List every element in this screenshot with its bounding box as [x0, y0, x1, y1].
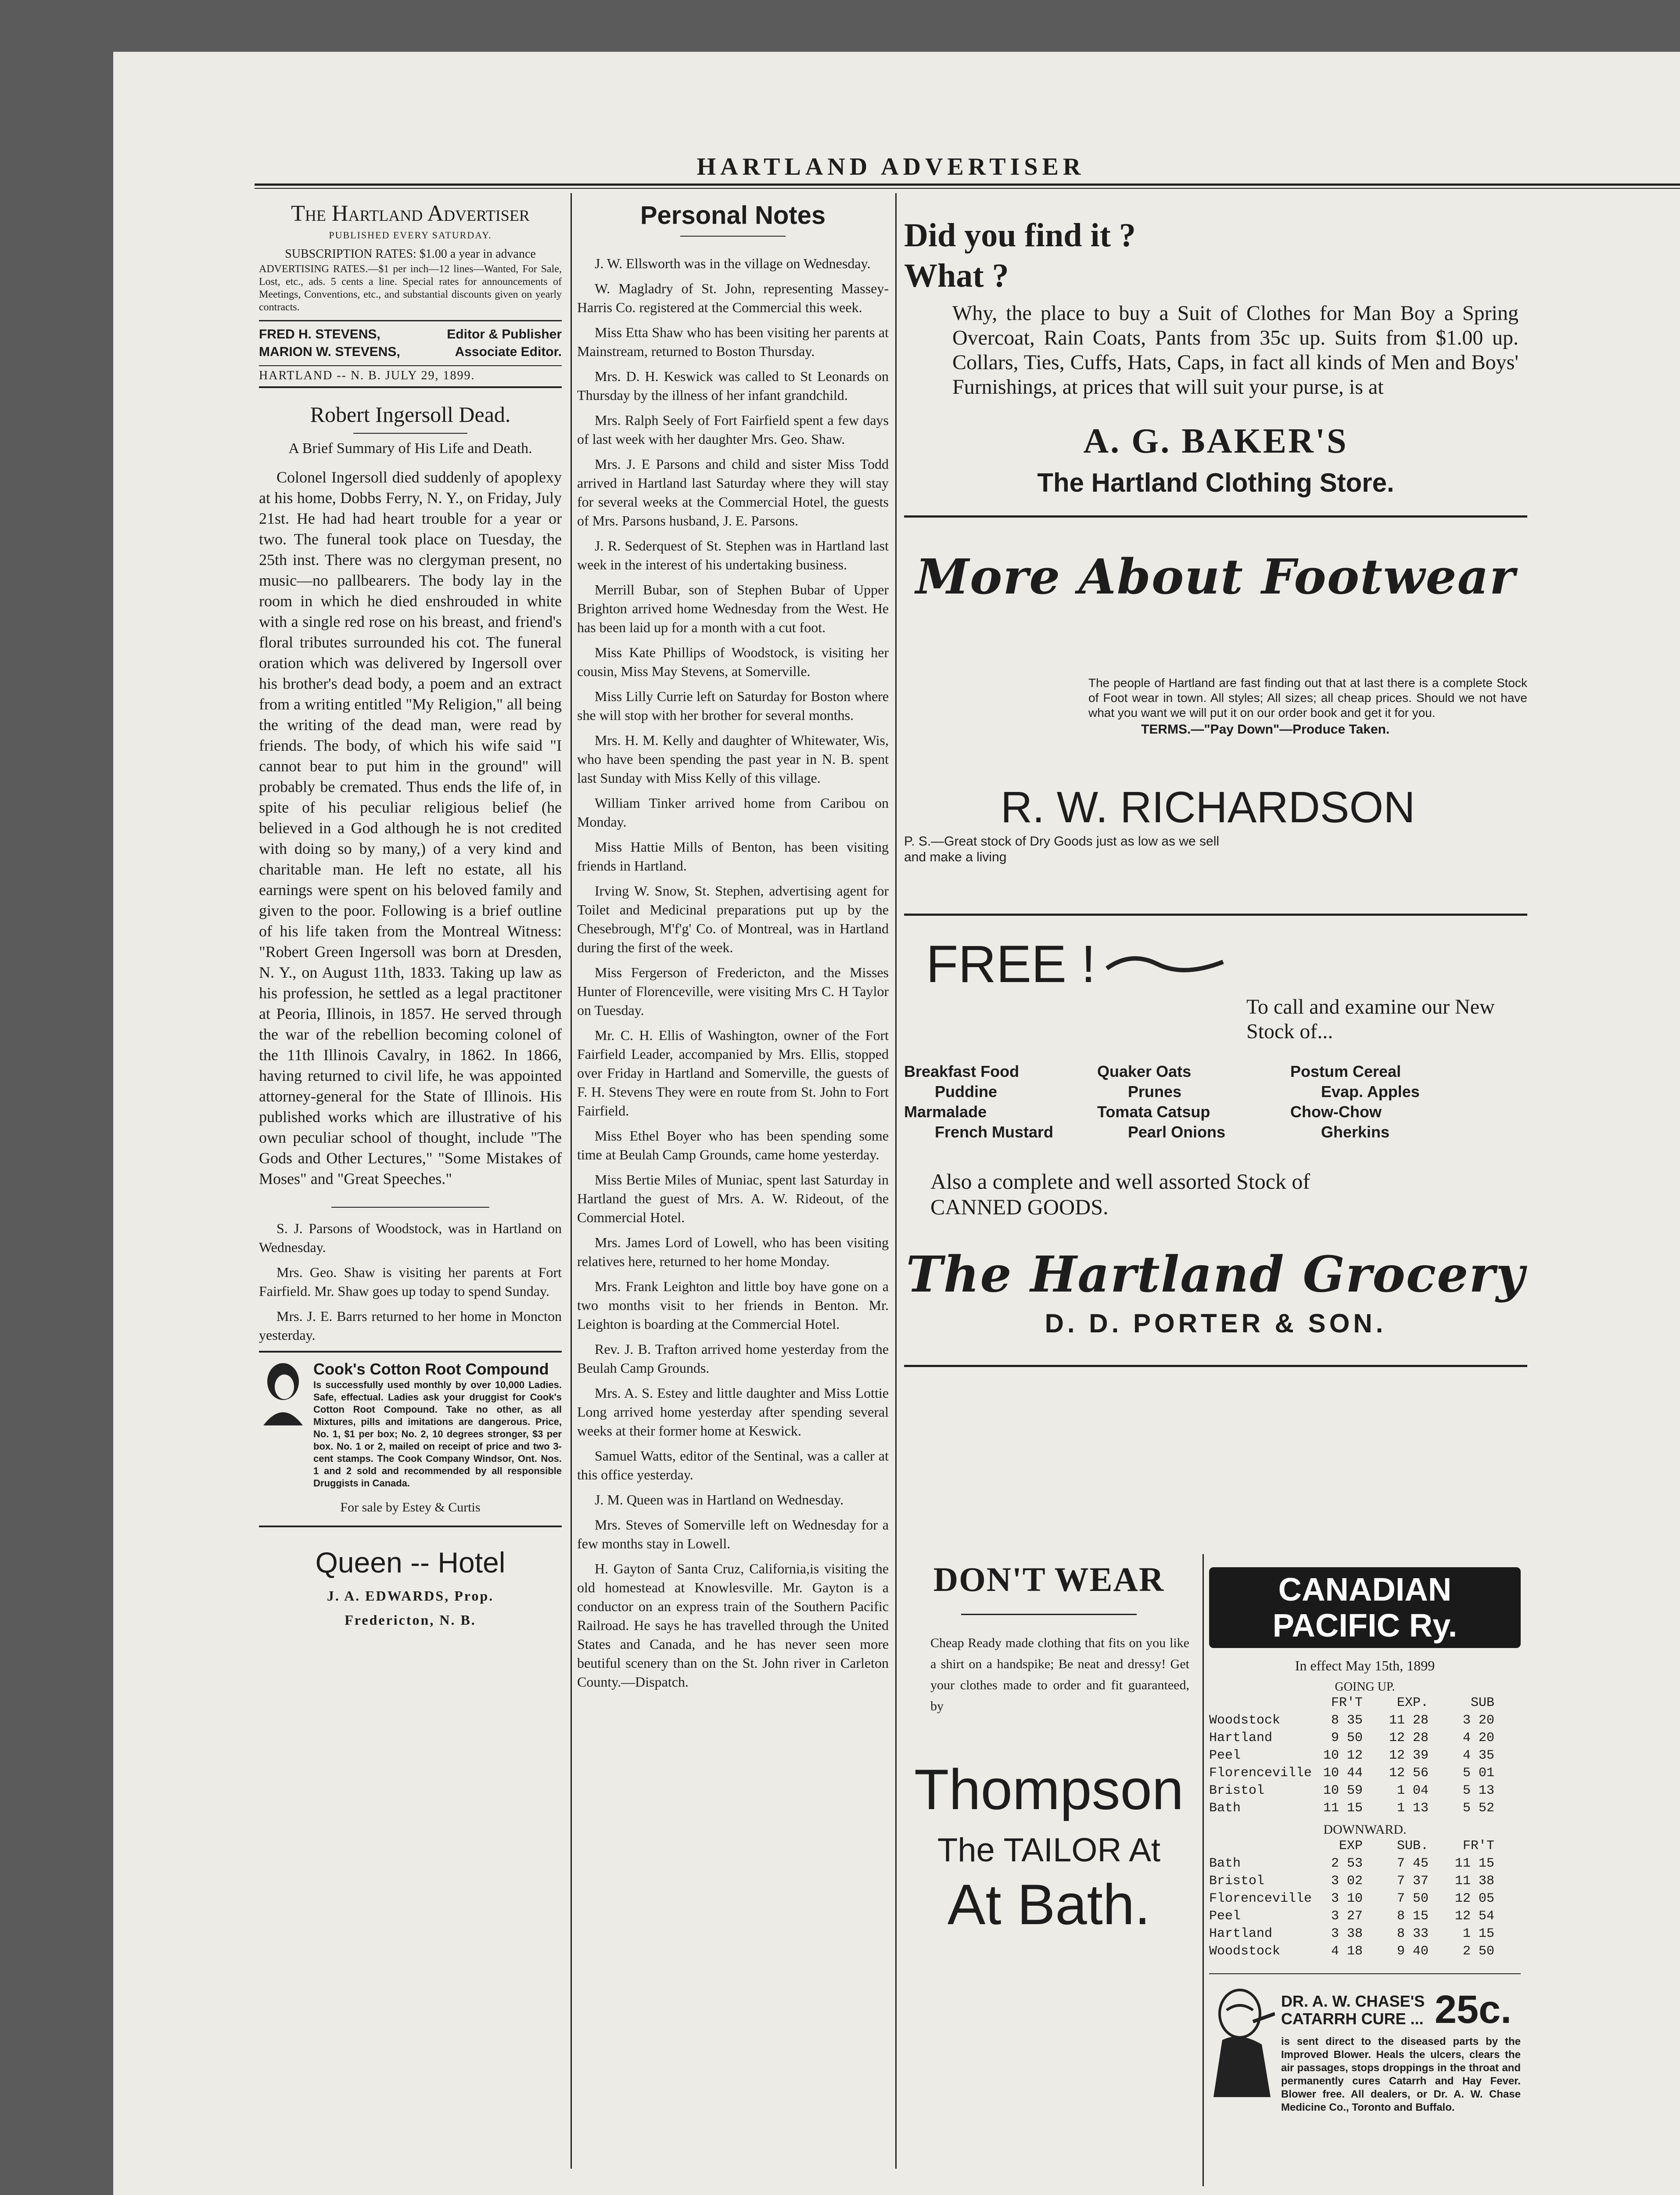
- table-header-row: [1209, 1837, 1521, 1855]
- hotel-place: Fredericton, N. B.: [345, 1612, 476, 1628]
- baker-store: The Hartland Clothing Store.: [1037, 468, 1394, 497]
- editor-name: FRED H. STEVENS,: [259, 327, 381, 342]
- personal-note: Miss Fergerson of Fredericton, and the Misses Hunter of Florenceville, were visiting Mrs C. H Taylor on Tuesday.: [577, 964, 889, 1018]
- column-header: SUB.: [1396, 1839, 1429, 1853]
- baker-name: A. G. BAKER'S: [1083, 422, 1348, 461]
- table-row: [1209, 1925, 1521, 1943]
- departure-time: 11 28: [1389, 1713, 1429, 1728]
- dateline: HARTLAND -- N. B. JULY 29, 1899.: [259, 369, 475, 382]
- divider: [331, 1207, 489, 1208]
- downward-table: [1209, 1837, 1521, 1960]
- free-heading: FREE !: [926, 935, 1096, 993]
- departure-time: 5 13: [1462, 1783, 1494, 1798]
- baker-question: Did you find it ?: [904, 217, 1136, 254]
- departure-time: 4 20: [1462, 1731, 1494, 1745]
- divider: [961, 1614, 1137, 1615]
- grocery-item: Gherkins: [1321, 1123, 1390, 1141]
- departure-time: 9 50: [1331, 1731, 1363, 1745]
- personal-note: J. M. Queen was in Hartland on Wednesday.: [595, 1492, 844, 1508]
- table-row: [1209, 1943, 1521, 1960]
- station-name: Bath: [1209, 1801, 1241, 1816]
- departure-time: 12 54: [1454, 1909, 1494, 1924]
- tailor-line: The TAILOR At: [937, 1832, 1161, 1869]
- personal-note: Mrs. Ralph Seely of Fort Fairfield spent a few days of last week with her daughter Mrs. Geo. Shaw.: [577, 412, 889, 447]
- departure-time: 12 56: [1389, 1766, 1429, 1781]
- tailor-text: Cheap Ready made clothing that fits on you like a shirt on a handspike; Be neat and dressy! Get your clothes made to order and fit guaranteed, by: [930, 1636, 1189, 1713]
- departure-time: 10 12: [1323, 1748, 1363, 1763]
- departure-time: 10 44: [1323, 1766, 1363, 1781]
- departure-time: 1 15: [1462, 1926, 1494, 1941]
- woman-portrait-icon: [259, 1360, 307, 1425]
- dont-wear-heading: DON'T WEAR: [933, 1560, 1165, 1598]
- column-2: [577, 200, 889, 1698]
- departure-time: 1 04: [1396, 1783, 1429, 1798]
- grocery-owner: D. D. PORTER & SON.: [1045, 1309, 1387, 1338]
- divider: [259, 320, 562, 321]
- departure-time: 7 50: [1396, 1891, 1429, 1906]
- column-header: SUB: [1470, 1695, 1494, 1710]
- departure-time: 2 50: [1462, 1944, 1494, 1959]
- going-up-table: [1209, 1694, 1521, 1817]
- subscription-rates: SUBSCRIPTION RATES: $1.00 a year in advance: [285, 247, 536, 261]
- grocery-item: Chow-Chow: [1290, 1103, 1382, 1121]
- divider: [259, 1526, 562, 1527]
- article-body: Colonel Ingersoll died suddenly of apoplexy at his home, Dobbs Ferry, N. Y., on Friday, July 21st. He had had heart trouble for a year or two. The funeral took place on Tuesday, the 25th inst. There was no clergyman present, no music—no pallbearers. The body lay in the room in which he died enshrouded in white with a single red rose on his breast, and friend's floral tributes surrounded his cot. The funeral oration which was delivered by Ingersoll over his brother's dead body, a poem and an extract from a writing entitled "My Religion," all being the writing of the dead man, were read by friends. The body, of which his wife said "I cannot bear to put him in the ground" will probably be cremated. Thus ends the life of, in spite of his peculiar religious belief (he believed in a God although he is not credited with doing so by many,) of a very kind and charitable man. He left no estate, all his earnings were spent on his beloved family and given to the poor. Following is a brief outline of his life taken from the Montreal Witness: "Robert Green Ingersoll was born at Dresden, N. Y., on August 11th, 1833. Taking up law as his profession, he settled as a legal practitoner at Peoria, Illinois, in 1857. He served through the war of the rebellion becoming colonel of the 11th Illinois Cavalry, in 1862. In 1866, having returned to civil life, he was appointed attorney-general for the State of Illinois. His published works which are illustrative of his own peculiar school of thought, include "The Gods and Other Lectures," "Some Mistakes of Moses" and "Great Speeches.": [259, 468, 562, 1187]
- table-row: [1209, 1764, 1521, 1782]
- cooks-sale: For sale by Estey & Curtis: [340, 1500, 481, 1515]
- station-name: Peel: [1209, 1748, 1241, 1763]
- table-row: [1209, 1747, 1521, 1764]
- at-bath: At Bath.: [947, 1872, 1151, 1936]
- departure-time: 11 15: [1454, 1856, 1494, 1871]
- personal-note: Mrs. H. M. Kelly and daughter of Whitewater, Wis, who have been spending the past year in N. B. spent last Sunday with Miss Kelly of this village.: [577, 732, 889, 786]
- column-header: EXP: [1339, 1839, 1363, 1853]
- grocery-item: Evap. Apples: [1321, 1083, 1420, 1101]
- richardson-name: R. W. RICHARDSON: [1001, 783, 1415, 832]
- hotel-proprietor: J. A. EDWARDS, Prop.: [327, 1588, 494, 1604]
- column-3: [904, 215, 1527, 1367]
- column-header: FR'T: [1462, 1839, 1494, 1853]
- departure-time: 8 35: [1331, 1713, 1363, 1728]
- chase-price: 25c.: [1435, 1988, 1512, 2032]
- chase-text: is sent direct to the diseased parts by the Improved Blower. Heals the ulcers, clears the air passages, stops droppings in the throat and permanently cures Catarrh and Hay Fever. Blower free. All dealers, or Dr. A. W. Chase Medicine Co., Toronto and Buffalo.: [1281, 2036, 1521, 2113]
- personal-note: Mrs. J. E Parsons and child and sister Miss Todd arrived in Hartland last Saturday where they will stay for several weeks at the Commercial Hotel, the guests of Mrs. Parsons husband, J. E. Parsons.: [577, 456, 889, 529]
- free-call: To call and examine our New Stock of...: [1246, 995, 1495, 1043]
- canned-goods: Also a complete and well assorted Stock of CANNED GOODS.: [930, 1169, 1310, 1219]
- departure-time: 1 13: [1396, 1801, 1429, 1816]
- baker-question-2: What ?: [904, 257, 1009, 294]
- personal-note: Mrs. Frank Leighton and little boy have gone on a two months visit to her friends in Benton. Mr. Leighton is boarding at the Commercial Hotel.: [577, 1278, 889, 1332]
- richardson-ps: P. S.—Great stock of Dry Goods just as low as we sell and make a living: [904, 834, 1220, 864]
- departure-time: 3 38: [1331, 1926, 1363, 1941]
- departure-time: 4 18: [1331, 1944, 1363, 1959]
- downward-label: DOWNWARD.: [1323, 1822, 1407, 1837]
- column-divider: [571, 193, 572, 2169]
- associate-editor-row: [259, 343, 562, 361]
- cooks-title: Cook's Cotton Root Compound: [313, 1360, 549, 1378]
- grocery-row: [904, 1062, 1527, 1082]
- headline: Robert Ingersoll Dead.: [310, 402, 511, 427]
- table-row: [1209, 1907, 1521, 1925]
- footwear-text: The people of Hartland are fast finding out that at last there is a complete Stock of Foot wear in town. All styles; All sizes; all cheap prices. Should we not have what you want we will put it on our order book and get it for you.: [1088, 676, 1527, 720]
- personal-note: Mr. C. H. Ellis of Washington, owner of the Fort Fairfield Leader, accompanied by Mrs. Ellis, stopped over Friday in Hartland and Somerville, the guests of F. H. Stevens They were en route from St. John to Fort Fairfield.: [577, 1027, 889, 1119]
- personal-note: Samuel Watts, editor of the Sentinal, was a caller at this office yesterday.: [577, 1448, 889, 1483]
- departure-time: 12 05: [1454, 1891, 1494, 1906]
- personal-note: Merrill Bubar, son of Stephen Bubar of Upper Brighton arrived home Wednesday from the West. He has been laid up for a month with a cut foot.: [577, 582, 889, 635]
- column-1: [259, 200, 562, 1628]
- departure-time: 7 45: [1396, 1856, 1429, 1871]
- personal-note: J. R. Sederquest of St. Stephen was in Hartland last week in the interest of his undertaking business.: [577, 538, 889, 572]
- divider: [680, 236, 786, 237]
- departure-time: 5 01: [1462, 1766, 1494, 1781]
- chase-title: DR. A. W. CHASE'S CATARRH CURE ...: [1281, 1992, 1425, 2028]
- local-note: Mrs. Geo. Shaw is visiting her parents at Fort Fairfield. Mr. Shaw goes up today to spend Sunday.: [259, 1264, 562, 1299]
- table-row: [1209, 1890, 1521, 1907]
- departure-time: 3 20: [1462, 1713, 1494, 1728]
- tailor-ad: [895, 1558, 1203, 1937]
- man-with-blower-icon: [1209, 1987, 1275, 2101]
- grocery-item: French Mustard: [935, 1123, 1054, 1141]
- personal-note: Mrs. A. S. Estey and little daughter and Miss Lottie Long arrived home yesterday after spending several weeks at their former home at Keswick.: [577, 1385, 889, 1439]
- subhead: A Brief Summary of His Life and Death.: [288, 440, 532, 457]
- associate-editor-role: Associate Editor.: [455, 345, 562, 359]
- station-name: Hartland: [1209, 1926, 1273, 1941]
- thompson-name: Thompson: [914, 1757, 1184, 1821]
- masthead-rule: [255, 184, 1680, 186]
- station-name: Florenceville: [1209, 1891, 1312, 1906]
- personal-note: J. W. Ellsworth was in the village on Wednesday.: [595, 255, 871, 271]
- grocery-item: Pearl Onions: [1128, 1123, 1226, 1141]
- editor-role: Editor & Publisher: [447, 327, 562, 342]
- departure-time: 3 27: [1331, 1909, 1363, 1924]
- cpr-logo: CANADIAN PACIFIC Ry.: [1209, 1567, 1521, 1648]
- departure-time: 7 37: [1396, 1874, 1429, 1889]
- station-name: Peel: [1209, 1909, 1241, 1924]
- grocery-row: [904, 1122, 1527, 1142]
- personal-note: W. Magladry of St. John, representing Massey-Harris Co. registered at the Commercial this week.: [577, 281, 889, 315]
- divider: [353, 433, 467, 434]
- divider: [904, 914, 1527, 916]
- cpr-timetable: [1209, 1567, 1521, 2114]
- grocery-name: The Hartland Grocery: [906, 1246, 1526, 1303]
- editor-row: [259, 326, 562, 343]
- grocery-row: [904, 1102, 1527, 1122]
- published-line: PUBLISHED EVERY SATURDAY.: [329, 230, 492, 241]
- divider: [259, 386, 562, 388]
- table-row: [1209, 1855, 1521, 1872]
- grocery-item: Postum Cereal: [1290, 1062, 1401, 1080]
- masthead-rule-thin: [255, 188, 1680, 189]
- column-divider: [1203, 1554, 1204, 2186]
- divider: [1209, 1973, 1521, 1974]
- column-header: EXP.: [1396, 1695, 1429, 1710]
- divider: [904, 515, 1527, 518]
- personal-note: Miss Bertie Miles of Muniac, spent last Saturday in Hartland the guest of Mrs. A. W. Rideout, of the Commercial Hotel.: [577, 1172, 889, 1225]
- departure-time: 12 39: [1389, 1748, 1429, 1763]
- table-row: [1209, 1782, 1521, 1799]
- station-name: Woodstock: [1209, 1713, 1281, 1728]
- departure-time: 3 10: [1331, 1891, 1363, 1906]
- divider: [904, 1365, 1527, 1367]
- cooks-ad: [259, 1360, 562, 1490]
- personal-note: William Tinker arrived home from Caribou on Monday.: [577, 795, 889, 830]
- local-note: Mrs. J. E. Barrs returned to her home in Moncton yesterday.: [259, 1308, 562, 1343]
- personal-note: Mrs. James Lord of Lowell, who has been visiting relatives here, returned to her home Monday.: [577, 1234, 889, 1269]
- grocery-item: Tomata Catsup: [1097, 1103, 1210, 1121]
- masthead: HARTLAND ADVERTISER: [696, 153, 1085, 180]
- departure-time: 4 35: [1462, 1748, 1494, 1763]
- table-row: [1209, 1799, 1521, 1817]
- paper-title: The Hartland Advertiser: [291, 201, 530, 226]
- footwear-title: More About Footwear: [915, 548, 1516, 605]
- departure-time: 11 38: [1454, 1874, 1494, 1889]
- chase-ad: [1209, 1987, 1521, 2114]
- divider: [259, 1351, 562, 1353]
- personal-note: Mrs. Steves of Somerville left on Wednesday for a few months stay in Lowell.: [577, 1517, 889, 1551]
- personal-notes-heading: Personal Notes: [640, 201, 826, 230]
- flourish-icon: [1105, 951, 1228, 977]
- free-row: [904, 933, 1527, 995]
- departure-time: 2 53: [1331, 1856, 1363, 1871]
- personal-note: H. Gayton of Santa Cruz, California,is visiting the old homestead at Knowlesville. Mr. Gayton is a conductor on an express train of the Southern Pacific Railroad. He says he has travelled through the United States and Canada, and he has never seen more beutiful scenery than on the St. John river in Carleton County.—Dispatch.: [577, 1561, 889, 1690]
- going-up-label: GOING UP.: [1335, 1680, 1395, 1694]
- personal-notes-list: [577, 254, 889, 1691]
- station-name: Florenceville: [1209, 1766, 1312, 1781]
- table-row: [1209, 1872, 1521, 1890]
- departure-time: 8 33: [1396, 1926, 1429, 1941]
- departure-time: 3 02: [1331, 1874, 1363, 1889]
- grocery-item: Quaker Oats: [1097, 1062, 1192, 1080]
- cooks-text: Is successfully used monthly by over 10,000 Ladies. Safe, effectual. Ladies ask your druggist for Cook's Cotton Root Compound. Take no other, as all Mixtures, pills and imitations are dangerous. Price, No. 1, $1 per box; No. 2, 10 degrees stronger, $3 per box. No. 1 or 2, mailed on receipt of price and two 3-cent stamps. The Cook Company Windsor, Ont. Nos. 1 and 2 sold and recommended by all responsible Druggists in Canada.: [313, 1379, 562, 1489]
- baker-text: Why, the place to buy a Suit of Clothes for Man Boy a Spring Overcoat, Rain Coats, Pants from 35c up. Suits from $1.00 up. Collars, Ties, Cuffs, Hats, Caps, in fact all kinds of Men and Boys' Furnishings, at prices that will suit your purse, is at: [952, 302, 1518, 399]
- hotel-name: Queen -- Hotel: [315, 1546, 506, 1579]
- grocery-item: Marmalade: [904, 1103, 987, 1121]
- departure-time: 9 40: [1396, 1944, 1429, 1959]
- personal-note: Miss Etta Shaw who has been visiting her parents at Mainstream, returned to Boston Thursday.: [577, 324, 889, 359]
- local-note: S. J. Parsons of Woodstock, was in Hartland on Wednesday.: [259, 1220, 562, 1255]
- grocery-item: Prunes: [1128, 1083, 1182, 1101]
- station-name: Woodstock: [1209, 1944, 1281, 1959]
- personal-note: Miss Kate Phillips of Woodstock, is visiting her cousin, Miss May Stevens, at Somerville.: [577, 644, 889, 679]
- footwear-terms: TERMS.—"Pay Down"—Produce Taken.: [1141, 722, 1390, 737]
- associate-editor-name: MARION W. STEVENS,: [259, 345, 400, 359]
- grocery-item: Breakfast Food: [904, 1062, 1019, 1080]
- personal-note: Rev. J. B. Trafton arrived home yesterday from the Beulah Camp Grounds.: [577, 1341, 889, 1376]
- personal-note: Mrs. D. H. Keswick was called to St Leonards on Thursday by the illness of her infant grandchild.: [577, 368, 889, 403]
- station-name: Hartland: [1209, 1731, 1273, 1745]
- personal-note: Miss Ethel Boyer who has been spending some time at Beulah Camp Grounds, came home yesterday.: [577, 1128, 889, 1162]
- advertising-rates: ADVERTISING RATES.—$1 per inch—12 lines—Wanted, For Sale, Lost, etc., ads. 5 cents a line. Special rates for announcements of Meetings, Conventions, etc., and substantial discounts given on yearly contracts.: [259, 263, 562, 313]
- departure-time: 10 59: [1323, 1783, 1363, 1798]
- personal-note: Miss Hattie Mills of Benton, has been visiting friends in Hartland.: [577, 839, 889, 874]
- personal-note: Irving W. Snow, St. Stephen, advertising agent for Toilet and Medicinal preparations put up by the Chesebrough, M'f'g' Co. of Montreal, was in Hartland during the first of the week.: [577, 883, 889, 955]
- station-name: Bristol: [1209, 1783, 1265, 1798]
- table-header-row: [1209, 1694, 1521, 1712]
- table-row: [1209, 1729, 1521, 1747]
- grocery-list: [904, 1062, 1527, 1142]
- table-row: [1209, 1712, 1521, 1729]
- cpr-effect: In effect May 15th, 1899: [1295, 1658, 1435, 1673]
- personal-note: Miss Lilly Currie left on Saturday for Boston where she will stop with her brother for several months.: [577, 688, 889, 723]
- departure-time: 11 15: [1323, 1801, 1363, 1816]
- departure-time: 8 15: [1396, 1909, 1429, 1924]
- departure-time: 12 28: [1389, 1731, 1429, 1745]
- grocery-row: [904, 1082, 1527, 1102]
- station-name: Bath: [1209, 1856, 1241, 1871]
- departure-time: 5 52: [1462, 1801, 1494, 1816]
- column-header: FR'T: [1331, 1695, 1363, 1710]
- divider: [259, 365, 562, 366]
- grocery-item: Puddine: [935, 1083, 997, 1101]
- station-name: Bristol: [1209, 1874, 1265, 1889]
